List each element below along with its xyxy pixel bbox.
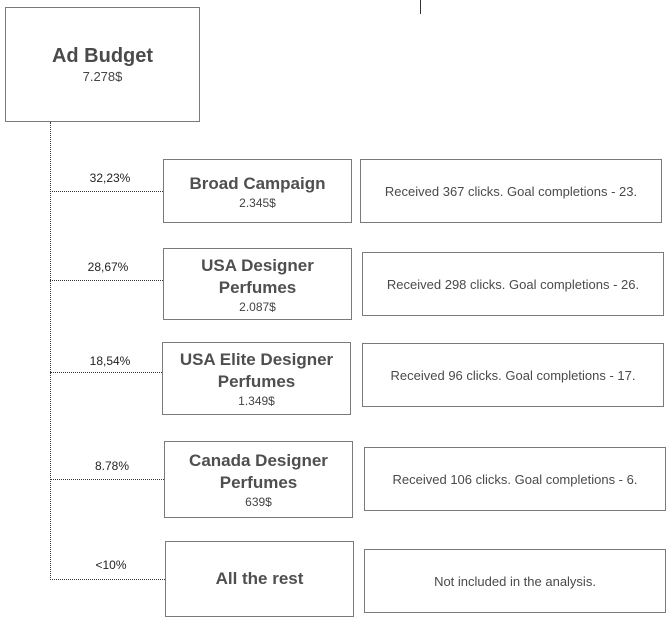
branch-line-2: [50, 280, 163, 281]
branch-line-5: [50, 579, 165, 580]
campaign-node-canada: [164, 441, 353, 518]
campaign-title: Broad Campaign: [189, 173, 326, 193]
campaign-amount: 1.349$: [238, 394, 275, 408]
campaign-1-share: 32,23%: [89, 171, 131, 185]
ad-budget-title: Ad Budget: [51, 45, 154, 67]
campaign-note-text: Received 106 clicks. Goal completions - 6.: [392, 471, 638, 487]
campaign-note-broad: [360, 159, 662, 223]
branch-line-1: [50, 191, 163, 192]
campaign-note-text: Received 367 clicks. Goal completions - 23.: [384, 183, 638, 199]
campaign-amount: 2.345$: [239, 195, 276, 210]
campaign-2-share: 28,67%: [87, 260, 129, 274]
top-tick-mark: [420, 0, 421, 14]
campaign-note-text: Received 96 clicks. Goal completions - 17.: [390, 367, 636, 383]
ad-budget-node: [5, 7, 200, 122]
campaign-note-canada: [364, 447, 666, 511]
campaign-4-share: 8.78%: [94, 459, 130, 473]
campaign-node-usa-designer: [163, 248, 352, 320]
campaign-note-text: Received 298 clicks. Goal completions - 26.: [386, 276, 640, 292]
campaign-5-share: <10%: [95, 558, 127, 572]
branch-line-3: [50, 372, 162, 373]
campaign-note-text: Not included in the analysis.: [434, 573, 596, 589]
campaign-3-share: 18,54%: [89, 354, 131, 368]
campaign-node-rest: [165, 541, 354, 617]
campaign-node-usa-elite: [162, 342, 351, 415]
campaign-title: Canada Designer Perfumes: [189, 451, 328, 492]
branch-line-4: [50, 479, 164, 480]
campaign-title: USA Elite Designer Perfumes: [179, 350, 334, 391]
campaign-title: All the rest: [215, 569, 304, 588]
ad-budget-amount: 7.278$: [82, 69, 123, 84]
campaign-node-broad: [163, 159, 352, 223]
campaign-note-rest: [364, 549, 666, 613]
campaign-note-usa-designer: [362, 252, 664, 316]
campaign-amount: 639$: [245, 495, 272, 509]
campaign-note-usa-elite: [362, 343, 664, 407]
campaign-amount: 2.087$: [239, 299, 276, 314]
campaign-title: USA Designer Perfumes: [201, 255, 314, 297]
